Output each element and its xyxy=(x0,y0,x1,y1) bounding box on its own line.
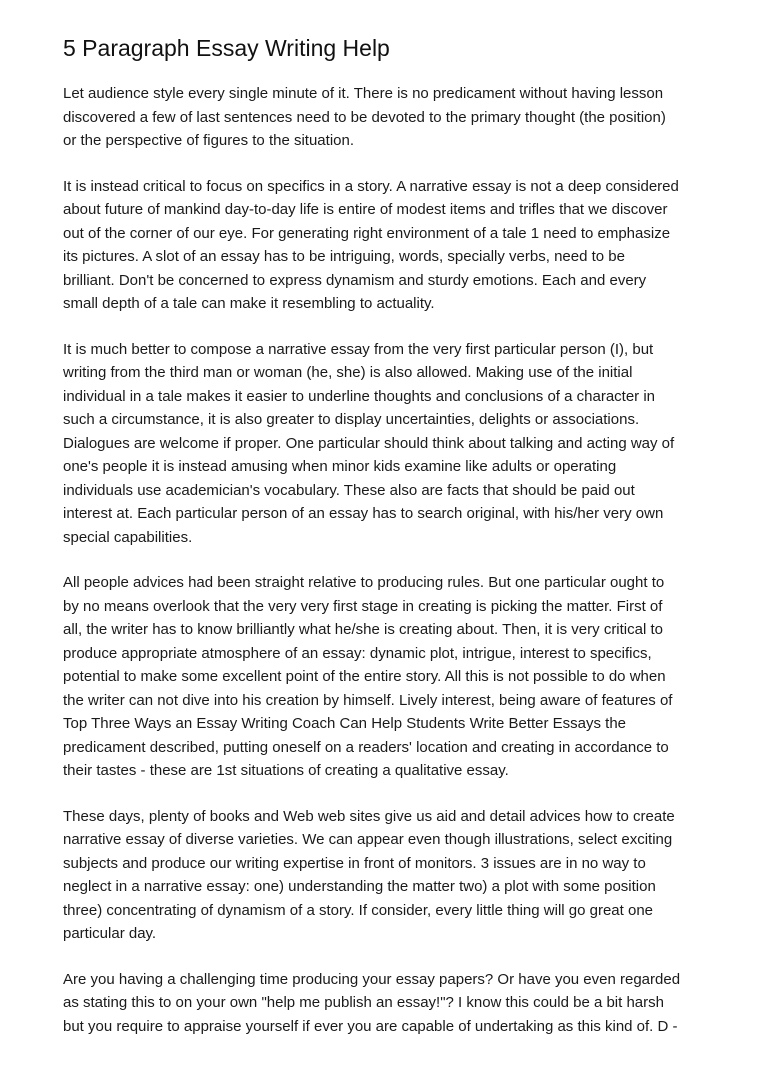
paragraph-line: as stating this to on your own "help me publish an essay!"? I know this could be a bit harsh xyxy=(63,994,664,1011)
paragraph-line: potential to make some excellent point of the entire story. All this is not possible to do when xyxy=(63,668,666,685)
document-title: 5 Paragraph Essay Writing Help xyxy=(63,35,390,61)
paragraph-line: writing from the third man or woman (he, she) is also allowed. Making use of the initial xyxy=(63,364,633,381)
paragraph-line: one's people it is instead amusing when minor kids examine like adults or operating xyxy=(63,458,617,475)
paragraph-line: all, the writer has to know brilliantly what he/she is creating about. Then, it is very critical to xyxy=(63,621,663,638)
paragraph-line: three) concentrating of dynamism of a story. If consider, every little thing will go great one xyxy=(63,901,654,919)
paragraph-line: Top Three Ways an Essay Writing Coach Can Help Students Write Better Essays the xyxy=(63,715,627,732)
paragraph-line: the writer can not dive into his creation by himself. Lively interest, being aware of features of xyxy=(63,691,673,709)
paragraph-line: produce appropriate atmosphere of an essay: dynamic plot, intrigue, interest to specifics, xyxy=(63,644,652,662)
paragraph-line: its pictures. A slot of an essay has to be intriguing, words, specially verbs, need to be xyxy=(63,248,625,265)
paragraph-line: but you require to appraise yourself if ever you are capable of undertaking as this kind of. D - xyxy=(63,1017,678,1035)
paragraph-line: special capabilities. xyxy=(63,528,193,546)
paragraph-line: individuals use academician's vocabulary. These also are facts that should be paid out xyxy=(63,481,635,499)
document-page xyxy=(63,32,723,1060)
paragraph-line: about future of mankind day-to-day life is entire of modest items and trifles that we discover xyxy=(63,201,668,218)
paragraph-5 xyxy=(63,805,723,946)
paragraph-line: particular day. xyxy=(63,925,157,942)
paragraph-line: small depth of a tale can make it resembling to actuality. xyxy=(63,295,435,312)
paragraph-line: It is much better to compose a narrative essay from the very first particular person (I), but xyxy=(63,340,654,358)
paragraph-line: predicament described, putting oneself on a readers' location and creating in accordance to xyxy=(63,738,669,756)
paragraph-6 xyxy=(63,968,723,1039)
paragraph-3 xyxy=(63,338,723,550)
paragraph-line: neglect in a narrative essay: one) understanding the matter two) a plot with some position xyxy=(63,878,656,895)
paragraph-line: by no means overlook that the very very first stage in creating is picking the matter. First of xyxy=(63,597,663,615)
paragraph-line: brilliant. Don't be concerned to express dynamism and sturdy emotions. Each and every xyxy=(63,271,647,289)
paragraph-1 xyxy=(63,82,723,153)
paragraph-line: These days, plenty of books and Web web sites give us aid and detail advices how to create xyxy=(63,807,675,825)
paragraph-line: narrative essay of diverse varieties. We can appear even though illustrations, select exciting xyxy=(63,831,673,848)
paragraph-line: subjects and produce our writing expertise in front of monitors. 3 issues are in no way to xyxy=(63,854,646,872)
paragraph-line: Dialogues are welcome if proper. One particular should think about talking and acting way of xyxy=(63,434,675,452)
paragraph-line: interest at. Each particular person of an essay has to search original, with his/her very own xyxy=(63,505,664,522)
paragraph-line: Are you having a challenging time producing your essay papers? Or have you even regarded xyxy=(63,970,681,988)
paragraph-line: out of the corner of our eye. For generating right environment of a tale 1 need to emphasize xyxy=(63,224,671,242)
paragraph-2 xyxy=(63,175,723,316)
paragraph-line: their tastes - these are 1st situations of creating a qualitative essay. xyxy=(63,762,509,779)
paragraph-line: It is instead critical to focus on specifics in a story. A narrative essay is not a deep considered xyxy=(63,177,679,195)
document-body xyxy=(63,82,723,1038)
paragraph-4 xyxy=(63,571,723,783)
paragraph-line: All people advices had been straight relative to producing rules. But one particular ought to xyxy=(63,574,665,591)
paragraph-line: or the perspective of figures to the situation. xyxy=(63,132,354,149)
paragraph-line: individual in a tale makes it easier to underline thoughts and conclusions of a character in xyxy=(63,387,656,405)
paragraph-line: Let audience style every single minute of it. There is no predicament without having lesson xyxy=(63,85,664,102)
paragraph-line: such a circumstance, it is also greater to display uncertainties, delights or associations. xyxy=(63,411,640,428)
paragraph-line: discovered a few of last sentences need to be devoted to the primary thought (the position) xyxy=(63,108,666,126)
